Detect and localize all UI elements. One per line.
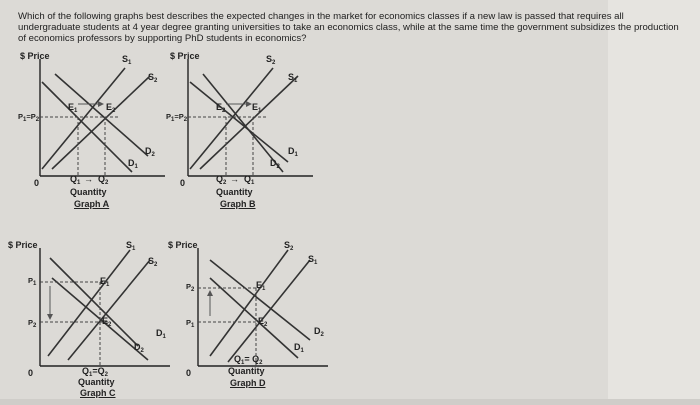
graph-d-q-label: $Q_1= Q_2$ (234, 354, 263, 366)
graph-d-origin: 0 (186, 368, 192, 378)
graph-b-caption: Graph B (220, 199, 256, 209)
graph-a-supply-s1 (42, 68, 125, 169)
graph-d (168, 238, 333, 403)
graph-a-s1: $S_1$ (122, 54, 132, 66)
graph-b-s2: $S_2$ (266, 54, 276, 66)
graph-d-quantity-label: Quantity (228, 366, 265, 376)
graph-d-price-arrowhead (207, 290, 213, 296)
graph-c-e1: $E_1$ (100, 276, 110, 288)
graph-b-p-label: $P_1=P_2$ (166, 112, 188, 123)
graph-d-e1: $E_1$ (256, 280, 266, 292)
graph-d-e2: $E_2$ (258, 316, 268, 328)
graph-a-quantity-label: Quantity (70, 187, 107, 197)
graph-a-e1: $E_1$ (68, 102, 78, 114)
graph-a-price-label: $ Price (20, 51, 50, 61)
graph-c-q-label: $Q_1=Q_2$ (82, 366, 108, 378)
graph-c-d1: $D_1$ (156, 328, 166, 340)
graph-d-demand-d1 (210, 278, 298, 358)
graph-c (8, 238, 175, 403)
graph-b-e1: $E_1$ (252, 102, 262, 114)
graph-a-supply-s2 (52, 76, 150, 169)
graph-a-d1: $D_1$ (128, 158, 138, 170)
graph-d-p2: $P_2$ (186, 282, 195, 293)
graph-b-supply-s2 (190, 68, 273, 169)
graph-b-d2: $D_2$ (270, 158, 280, 170)
graph-b-origin: 0 (180, 178, 186, 188)
graph-b-q2: $Q_2$ (216, 174, 227, 186)
right-margin (608, 0, 700, 405)
graph-c-p2: $P_2$ (28, 318, 37, 329)
graph-a-origin: 0 (34, 178, 40, 188)
graph-a-s2: $S_2$ (148, 72, 158, 84)
graph-c-supply-s1 (48, 250, 130, 356)
graph-a-p-label: $P_1=P_2$ (18, 112, 40, 123)
graph-c-origin: 0 (28, 368, 34, 378)
graph-d-d1: $D_1$ (294, 342, 304, 354)
graph-c-quantity-label: Quantity (78, 377, 115, 387)
graph-b-q1: $Q_1$ (244, 174, 255, 186)
graph-c-caption: Graph C (80, 388, 116, 398)
graph-a-arrowhead (98, 101, 104, 107)
graph-b-e2: $E_2$ (216, 102, 226, 114)
graph-b-d1: $D_1$ (288, 146, 298, 158)
graph-d-d2: $D_2$ (314, 326, 324, 338)
graph-d-s2: $S_2$ (284, 240, 294, 252)
graph-a-q1: $Q_1$ (70, 174, 81, 186)
graph-d-p1: $P_1$ (186, 318, 195, 329)
graph-c-p1: $P_1$ (28, 276, 37, 287)
graph-b (166, 51, 318, 214)
graph-c-demand-d2 (50, 258, 138, 346)
graph-c-s2: $S_2$ (148, 256, 158, 268)
graph-a-demand-d1 (42, 82, 132, 172)
graph-c-price-arrowhead (47, 314, 53, 320)
graph-b-q-arrow: → (230, 174, 239, 184)
graph-a-e2: $E_2$ (106, 102, 116, 114)
graph-a-q2: $Q_2$ (98, 174, 109, 186)
graph-b-price-label: $ Price (170, 51, 200, 61)
graph-b-s1: $S_1$ (288, 72, 298, 84)
graph-d-caption: Graph D (230, 378, 266, 388)
graph-a-q-arrow: → (84, 174, 93, 184)
question-text: Which of the following graphs best describes the expected changes in the market for economics classes if a new law is passed that requires all undergraduate students at 4 year degree granting universities to take an economics class, while at the same time the government subsidizes the production of economics professors by supporting PhD students in economics? (18, 11, 679, 44)
graph-b-supply-s1 (200, 76, 298, 169)
graph-c-e2: $E_2$ (102, 316, 112, 328)
graph-a-caption: Graph A (74, 199, 110, 209)
graph-c-d2: $D_2$ (134, 342, 144, 354)
graph-a-d2: $D_2$ (145, 146, 155, 158)
graph-d-price-label: $ Price (168, 240, 198, 250)
graph-a (18, 51, 170, 214)
graph-d-s1: $S_1$ (308, 254, 318, 266)
graph-c-price-label: $ Price (8, 240, 38, 250)
graph-b-quantity-label: Quantity (216, 187, 253, 197)
graph-c-s1: $S_1$ (126, 240, 136, 252)
